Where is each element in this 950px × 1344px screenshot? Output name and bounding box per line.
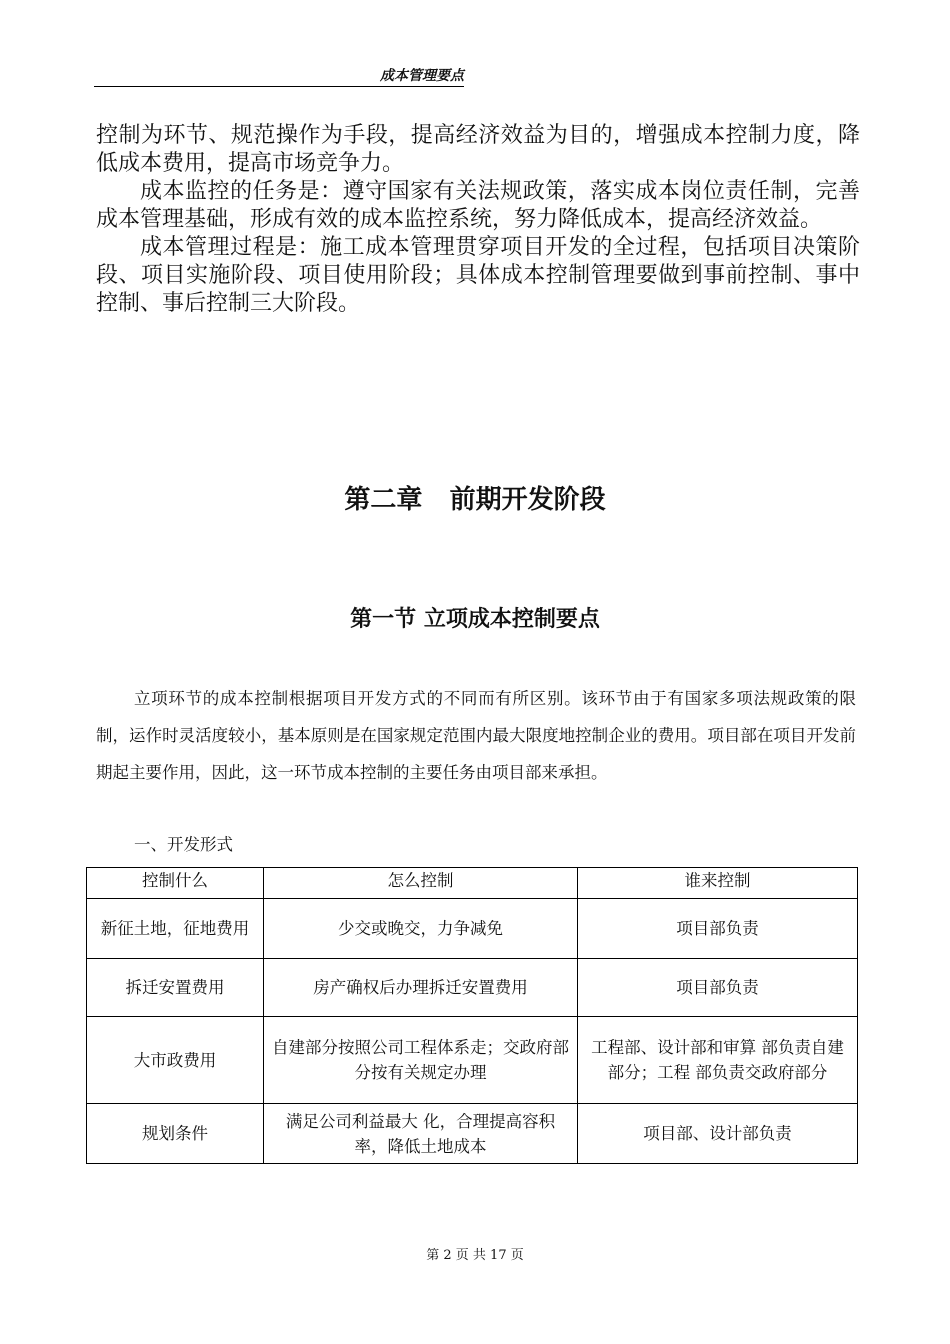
intro-text — [96, 122, 860, 318]
table-header-cell: 控制什么 — [87, 868, 264, 899]
table-header-cell: 怎么控制 — [264, 868, 578, 899]
table-cell: 新征土地，征地费用 — [87, 899, 264, 959]
table-cell: 项目部、设计部负责 — [578, 1104, 858, 1164]
table-row — [87, 1104, 858, 1164]
page-footer — [0, 1246, 950, 1266]
intro-paragraph: 成本监控的任务是：遵守国家有关法规政策，落实成本岗位责任制，完善成本管理基础，形成有效的成本监控系统，努力降低成本，提高经济效益。 — [96, 179, 860, 232]
table-header-row — [87, 868, 858, 899]
control-table — [86, 867, 858, 1164]
page-number: 第 2 页 共 17 页 — [426, 1248, 524, 1263]
table-cell: 规划条件 — [87, 1104, 264, 1164]
table-row — [87, 1017, 858, 1104]
table-cell: 大市政费用 — [87, 1017, 264, 1104]
list-heading: 一、开发形式 — [134, 835, 233, 854]
table-cell: 项目部负责 — [578, 899, 858, 959]
table-cell: 满足公司利益最大 化，合理提高容积率，降低土地成本 — [264, 1104, 578, 1164]
header-title: 成本管理要点 — [380, 68, 464, 84]
intro-paragraph: 控制为环节、规范操作为手段，提高经济效益为目的，增强成本控制力度，降低成本费用，提高市场竞争力。 — [96, 123, 860, 176]
table-cell: 房产确权后办理拆迁安置费用 — [264, 959, 578, 1017]
table-header-cell: 谁来控制 — [578, 868, 858, 899]
table-cell: 项目部负责 — [578, 959, 858, 1017]
body-paragraph: 立项环节的成本控制根据项目开发方式的不同而有所区别。该环节由于有国家多项法规政策的限制，运作时灵活度较小，基本原则是在国家规定范围内最大限度地控制企业的费用。项目部在项目开发前期起主要作用，因此，这一环节成本控制的主要任务由项目部来承担。 — [96, 689, 856, 782]
table-cell: 拆迁安置费用 — [87, 959, 264, 1017]
chapter-title: 第二章 前期开发阶段 — [344, 485, 606, 515]
section-title: 第一节 立项成本控制要点 — [350, 607, 600, 632]
table-cell: 少交或晚交，力争减免 — [264, 899, 578, 959]
intro-paragraph: 成本管理过程是：施工成本管理贯穿项目开发的全过程，包括项目决策阶段、项目实施阶段、项目使用阶段；具体成本控制管理要做到事前控制、事中控制、事后控制三大阶段。 — [96, 235, 860, 316]
table-row — [87, 959, 858, 1017]
table-cell: 工程部、设计部和审算 部负责自建部分；工程 部负责交政府部分 — [578, 1017, 858, 1104]
page-header — [94, 66, 464, 87]
table-cell: 自建部分按照公司工程体系走；交政府部分按有关规定办理 — [264, 1017, 578, 1104]
table-row — [87, 899, 858, 959]
